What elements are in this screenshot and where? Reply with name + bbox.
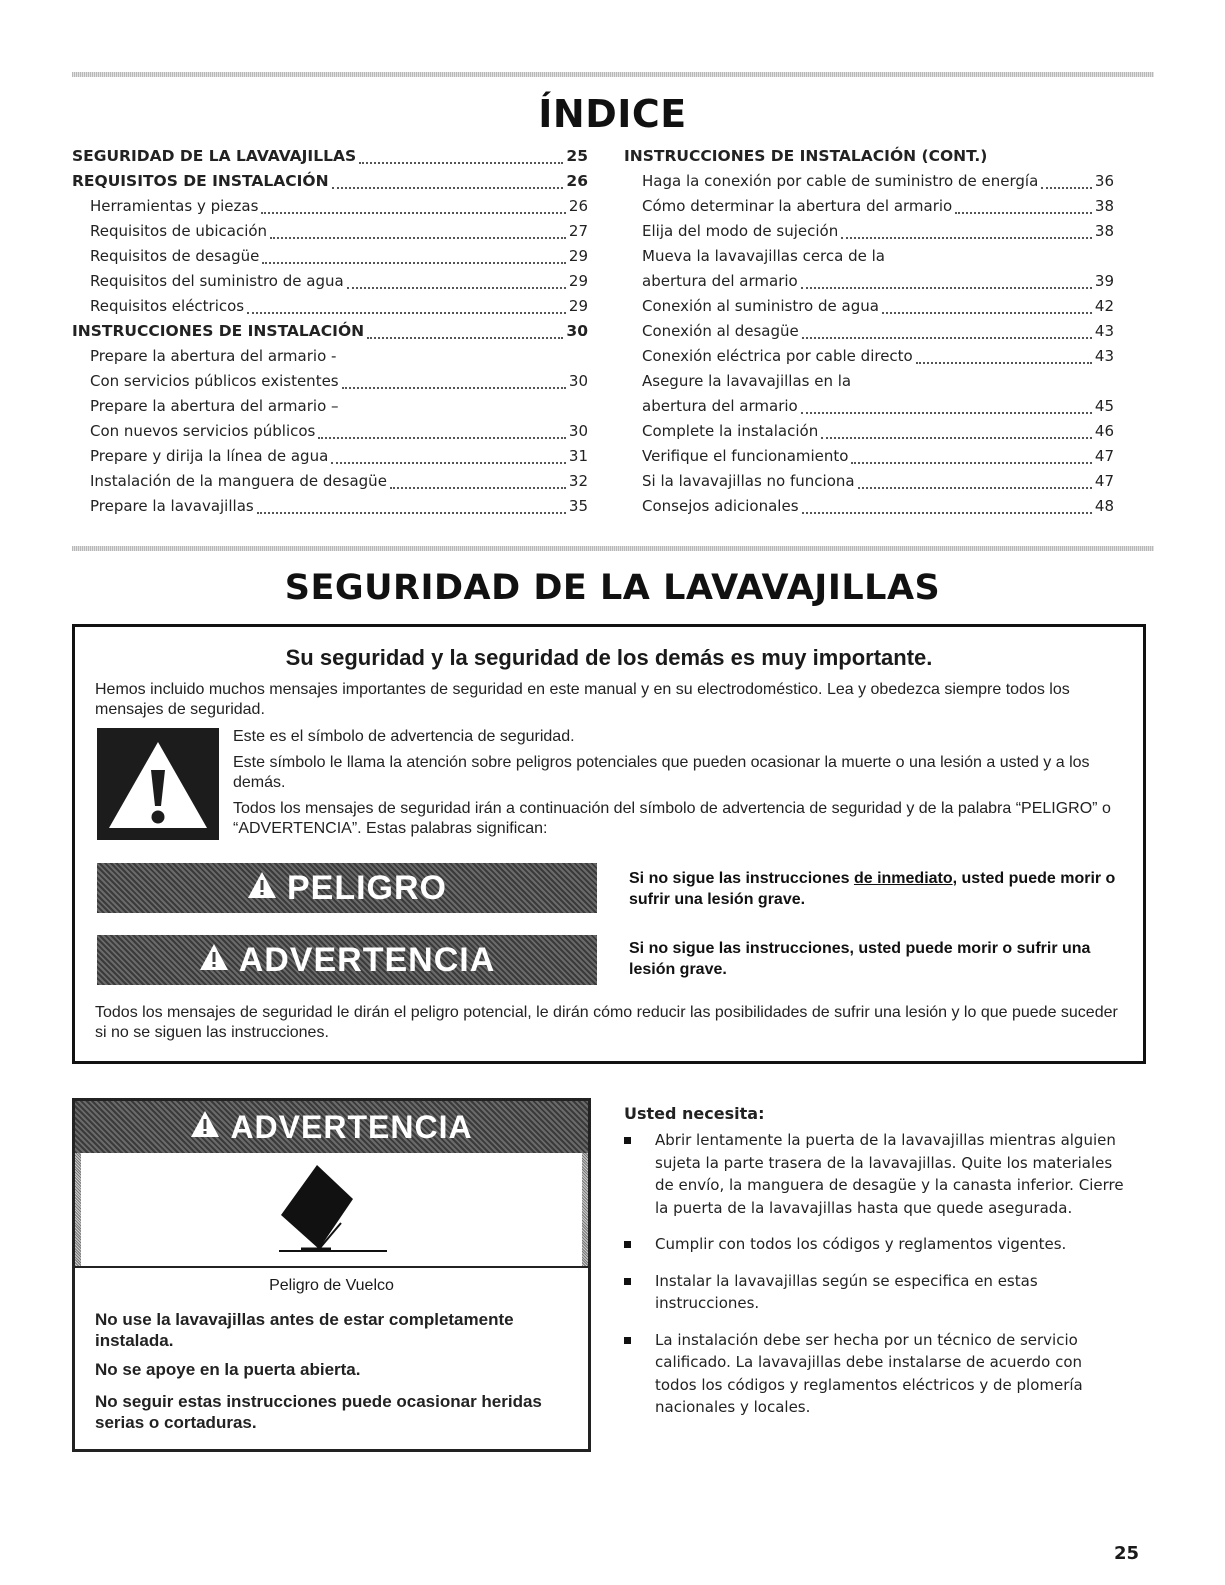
advertencia-banner bbox=[97, 935, 597, 985]
top-rule bbox=[72, 72, 1154, 77]
toc-entry-label: Haga la conexión por cable de suministro de energía bbox=[642, 172, 1039, 190]
toc-entry-page: 39 bbox=[1094, 272, 1114, 290]
toc-entry-label: REQUISITOS DE INSTALACIÓN bbox=[72, 172, 329, 190]
warning-triangle-icon bbox=[199, 941, 229, 980]
toc-right-column bbox=[624, 144, 1114, 519]
toc-entry bbox=[72, 144, 588, 169]
list-item: La instalación debe ser hecha por un técnico de servicio calificado. La lavavajillas debe instalarse de acuerdo con todos los códigos y reglamentos eléctricos y de plomería nacionales y locales. bbox=[624, 1329, 1124, 1419]
index-title: ÍNDICE bbox=[538, 92, 687, 136]
toc-entry-label: Elija del modo de sujeción bbox=[642, 222, 839, 240]
toc-entry-label: abertura del armario bbox=[642, 397, 798, 415]
toc-entry-page: 45 bbox=[1094, 397, 1114, 415]
toc-leader-dots bbox=[318, 425, 566, 439]
toc-leader-dots bbox=[390, 475, 566, 489]
toc-entry-label: Conexión al desagüe bbox=[642, 322, 799, 340]
toc-leader-dots bbox=[858, 475, 1092, 489]
peligro-message-emphasis: de inmediato bbox=[853, 870, 953, 887]
toc-entry bbox=[72, 219, 588, 244]
toc-leader-dots bbox=[261, 200, 566, 214]
toc-entry-label: Requisitos eléctricos bbox=[90, 297, 245, 315]
toc-leader-dots bbox=[332, 175, 564, 189]
toc-entry-page: 25 bbox=[566, 147, 588, 165]
toc-leader-dots bbox=[802, 325, 1092, 339]
toc-entry bbox=[72, 494, 588, 519]
toc-entry bbox=[624, 244, 1114, 269]
toc-leader-dots bbox=[841, 225, 1092, 239]
tip-over-warning-banner bbox=[75, 1101, 588, 1153]
toc-entry-page: 31 bbox=[568, 447, 588, 465]
toc-entry-page: 38 bbox=[1094, 197, 1114, 215]
toc-entry bbox=[624, 394, 1114, 419]
toc-leader-dots bbox=[802, 500, 1092, 514]
toc-entry-label: INSTRUCCIONES DE INSTALACIÓN bbox=[72, 322, 365, 340]
toc-entry-label: Prepare la lavavajillas bbox=[90, 497, 254, 515]
toc-entry-page: 30 bbox=[568, 422, 588, 440]
toc-entry-label: Con servicios públicos existentes bbox=[90, 372, 339, 390]
toc-entry bbox=[72, 444, 588, 469]
symbol-line-1: Este es el símbolo de advertencia de seguridad. bbox=[233, 728, 575, 745]
toc-leader-dots bbox=[270, 225, 566, 239]
peligro-banner bbox=[97, 863, 597, 913]
divider bbox=[75, 1266, 588, 1268]
toc-leader-dots bbox=[257, 500, 566, 514]
safety-intro: Hemos incluido muchos mensajes importantes de seguridad en este manual y en su electrodoméstico. Lea y obedezca siempre todos los mensajes de seguridad. bbox=[95, 681, 1070, 718]
toc-leader-dots bbox=[1041, 175, 1092, 189]
toc-entry-page: 36 bbox=[1094, 172, 1114, 190]
toc-entry bbox=[72, 194, 588, 219]
toc-entry bbox=[72, 319, 588, 344]
tip-over-icon bbox=[271, 1163, 391, 1263]
toc-entry-page: 48 bbox=[1094, 497, 1114, 515]
tip-over-warning-1: No use la lavavajillas antes de estar completamente instalada. bbox=[95, 1310, 514, 1350]
safety-footer: Todos los mensajes de seguridad le dirán el peligro potencial, le dirán cómo reducir las posibilidades de sufrir una lesión y lo que puede suceder si no se siguen las instrucciones. bbox=[95, 1004, 1118, 1041]
toc-entry-label: Requisitos de ubicación bbox=[90, 222, 268, 240]
toc-left-column bbox=[72, 144, 588, 519]
toc-entry-label: Mueva la lavavajillas cerca de la bbox=[642, 247, 885, 265]
toc-entry-page: 47 bbox=[1094, 472, 1114, 490]
toc-entry-page: 38 bbox=[1094, 222, 1114, 240]
toc-entry-label: Conexión al suministro de agua bbox=[642, 297, 879, 315]
toc-entry-page: 29 bbox=[568, 272, 588, 290]
toc-entry-label: Asegure la lavavajillas en la bbox=[642, 372, 852, 390]
toc-leader-dots bbox=[331, 450, 566, 464]
right-stripe bbox=[582, 1153, 588, 1266]
toc-leader-dots bbox=[247, 300, 566, 314]
toc-entry-page: 26 bbox=[566, 172, 588, 190]
toc-entry bbox=[624, 144, 1114, 169]
warning-triangle-icon bbox=[247, 869, 277, 908]
toc-entry-label: Cómo determinar la abertura del armario bbox=[642, 197, 953, 215]
tip-over-warning-2: No se apoye en la puerta abierta. bbox=[95, 1360, 361, 1379]
middle-rule bbox=[72, 546, 1154, 551]
tip-over-caption: Peligro de Vuelco bbox=[269, 1277, 394, 1294]
list-item: Instalar la lavavajillas según se especifica en estas instrucciones. bbox=[624, 1270, 1124, 1315]
toc-entry-page: 29 bbox=[568, 297, 588, 315]
toc-entry-label: Conexión eléctrica por cable directo bbox=[642, 347, 913, 365]
toc-entry bbox=[624, 169, 1114, 194]
toc-entry bbox=[72, 394, 588, 419]
toc-leader-dots bbox=[955, 200, 1092, 214]
toc-entry-label: SEGURIDAD DE LA LAVAVAJILLAS bbox=[72, 147, 357, 165]
toc-entry bbox=[624, 494, 1114, 519]
toc-leader-dots bbox=[342, 375, 566, 389]
you-need-title: Usted necesita: bbox=[624, 1104, 765, 1123]
toc-entry bbox=[624, 344, 1114, 369]
toc-entry bbox=[72, 269, 588, 294]
peligro-label: PELIGRO bbox=[286, 868, 448, 907]
list-item: Cumplir con todos los códigos y reglamentos vigentes. bbox=[624, 1233, 1124, 1256]
peligro-message-part1: Si no sigue las instrucciones bbox=[629, 870, 854, 887]
toc-entry bbox=[624, 269, 1114, 294]
warning-triangle-icon bbox=[97, 728, 219, 840]
toc-entry-page: 43 bbox=[1094, 322, 1114, 340]
advertencia-message: Si no sigue las instrucciones, usted puede morir o sufrir una lesión grave. bbox=[629, 940, 1091, 978]
toc-entry bbox=[624, 194, 1114, 219]
toc-entry bbox=[72, 294, 588, 319]
toc-entry bbox=[624, 444, 1114, 469]
toc-entry-page: 47 bbox=[1094, 447, 1114, 465]
page-number: 25 bbox=[1113, 1543, 1139, 1564]
list-item: Abrir lentamente la puerta de la lavavajillas mientras alguien sujeta la parte trasera de la lavavajillas. Quite los materiales de envío, la manguera de desagüe y la canasta inferior. Cierre la puerta de la lavavajillas hasta que quede asegurada. bbox=[624, 1129, 1124, 1219]
toc-entry-label: Prepare la abertura del armario – bbox=[90, 397, 339, 415]
toc-entry bbox=[624, 369, 1114, 394]
toc-entry-page: 42 bbox=[1094, 297, 1114, 315]
tip-over-warning-3: No seguir estas instrucciones puede ocasionar heridas serias o cortaduras. bbox=[95, 1392, 542, 1432]
toc-entry-page: 30 bbox=[568, 372, 588, 390]
toc-leader-dots bbox=[801, 275, 1092, 289]
safety-box bbox=[72, 624, 1146, 1064]
toc-entry bbox=[72, 344, 588, 369]
toc-entry-label: abertura del armario bbox=[642, 272, 798, 290]
toc-entry-label: Complete la instalación bbox=[642, 422, 819, 440]
toc-entry-page: 30 bbox=[566, 322, 588, 340]
toc-entry-label: Prepare y dirija la línea de agua bbox=[90, 447, 329, 465]
symbol-line-3: Todos los mensajes de seguridad irán a continuación del símbolo de advertencia de seguridad y de la palabra “PELIGRO” o “ADVERTENCIA”. Estas palabras significan: bbox=[233, 800, 1111, 837]
toc-entry-page: 29 bbox=[568, 247, 588, 265]
tip-over-warning-box bbox=[72, 1098, 591, 1452]
toc-entry bbox=[624, 294, 1114, 319]
toc-entry-page: 43 bbox=[1094, 347, 1114, 365]
toc-entry bbox=[72, 244, 588, 269]
toc-entry-page: 32 bbox=[568, 472, 588, 490]
toc-entry bbox=[624, 419, 1114, 444]
toc-entry-label: Requisitos del suministro de agua bbox=[90, 272, 344, 290]
toc-entry-page: 46 bbox=[1094, 422, 1114, 440]
toc-leader-dots bbox=[262, 250, 566, 264]
safety-title: SEGURIDAD DE LA LAVAVAJILLAS bbox=[284, 568, 941, 608]
peligro-message-part2: , usted puede morir o sufrir una lesión grave. bbox=[629, 870, 1116, 908]
toc-leader-dots bbox=[347, 275, 566, 289]
peligro-message bbox=[629, 868, 1129, 910]
toc-leader-dots bbox=[359, 150, 563, 164]
toc-entry bbox=[72, 369, 588, 394]
toc-entry bbox=[72, 419, 588, 444]
toc-leader-dots bbox=[882, 300, 1092, 314]
tip-over-warning-label: ADVERTENCIA bbox=[230, 1108, 473, 1145]
toc-entry-label: Con nuevos servicios públicos bbox=[90, 422, 316, 440]
toc-entry bbox=[624, 219, 1114, 244]
toc-entry-label: Requisitos de desagüe bbox=[90, 247, 260, 265]
left-stripe bbox=[75, 1153, 81, 1266]
toc-entry-page: 35 bbox=[568, 497, 588, 515]
toc-entry-page: 26 bbox=[568, 197, 588, 215]
toc-entry bbox=[72, 469, 588, 494]
toc-entry-label: Consejos adicionales bbox=[642, 497, 799, 515]
toc-entry-label: Herramientas y piezas bbox=[90, 197, 259, 215]
toc-entry bbox=[624, 469, 1114, 494]
toc-entry-label: Prepare la abertura del armario - bbox=[90, 347, 337, 365]
toc-leader-dots bbox=[851, 450, 1091, 464]
safety-box-heading: Su seguridad y la seguridad de los demás es muy importante. bbox=[285, 645, 933, 670]
you-need-section bbox=[624, 1104, 1124, 1433]
toc-leader-dots bbox=[821, 425, 1092, 439]
warning-triangle-icon bbox=[190, 1109, 220, 1146]
symbol-line-2: Este símbolo le llama la atención sobre peligros potenciales que pueden ocasionar la muerte o una lesión a usted y a los demás. bbox=[233, 754, 1090, 791]
toc-leader-dots bbox=[916, 350, 1092, 364]
toc-leader-dots bbox=[367, 325, 563, 339]
toc-leader-dots bbox=[801, 400, 1092, 414]
advertencia-label: ADVERTENCIA bbox=[238, 940, 496, 979]
toc-entry bbox=[72, 169, 588, 194]
toc-entry-label: Si la lavavajillas no funciona bbox=[642, 472, 855, 490]
toc-entry-label: Verifique el funcionamiento bbox=[642, 447, 849, 465]
toc-entry-page: 27 bbox=[568, 222, 588, 240]
toc-entry-label: Instalación de la manguera de desagüe bbox=[90, 472, 387, 490]
toc-entry-label: INSTRUCCIONES DE INSTALACIÓN (CONT.) bbox=[624, 147, 988, 165]
toc-entry bbox=[624, 319, 1114, 344]
